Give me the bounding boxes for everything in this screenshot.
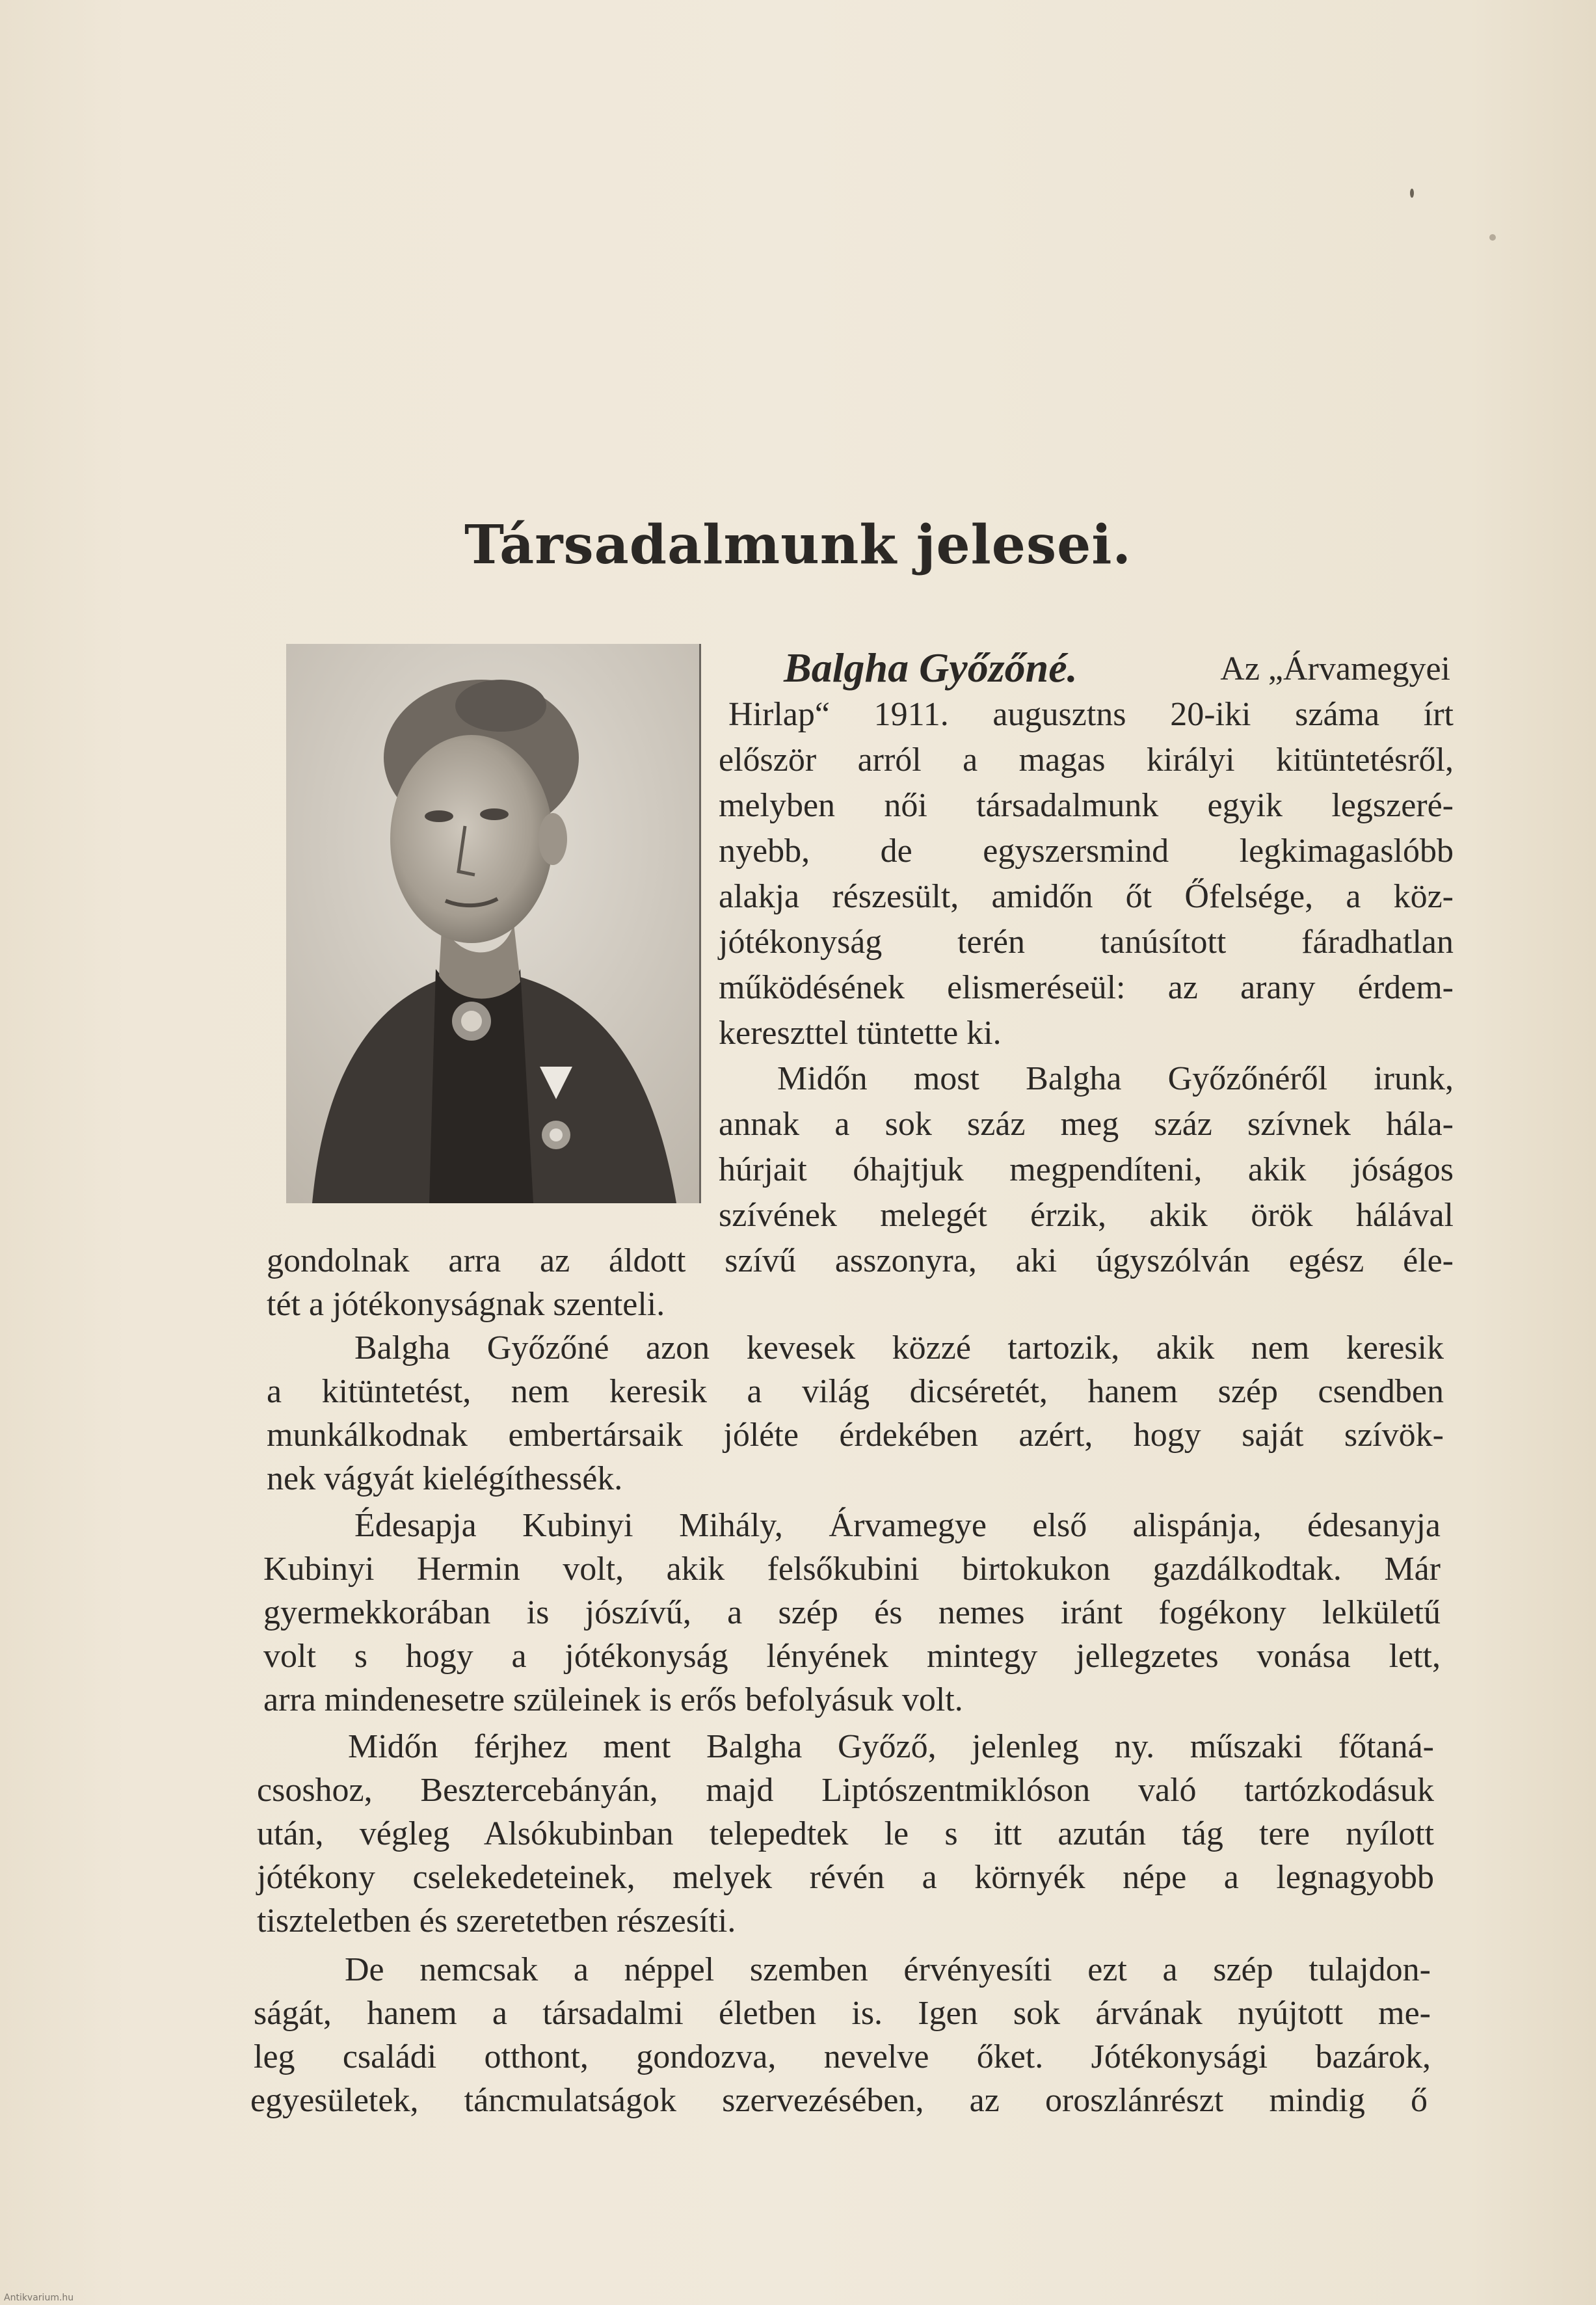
ink-speck [1410, 189, 1414, 198]
text-line: kereszttel tüntette ki. [719, 1015, 1002, 1052]
ink-speck [1489, 234, 1496, 241]
text-line: Az „Árvamegyei [1220, 650, 1450, 687]
text-line: gondolnak arra az áldott szívű asszonyra, aki úgyszólván egész éle- [267, 1242, 1454, 1279]
text-line: melyben női társadalmunk egyik legszeré- [719, 787, 1454, 824]
lead-name: Balgha Győzőné. [784, 645, 1078, 691]
text-line: tiszteletben és szeretetben részesíti. [257, 1902, 736, 1939]
text-line: egyesületek, táncmulatságok szervezésében, az oroszlánrészt mindig ő [250, 2082, 1428, 2119]
text-line: jótékony cselekedeteinek, melyek révén a környék népe a legnagyobb [257, 1859, 1434, 1896]
text-line: Midőn most Balgha Győzőnéről irunk, [777, 1060, 1454, 1097]
text-line: először arról a magas királyi kitüntetésről, [719, 741, 1454, 779]
text-line: Édesapja Kubinyi Mihály, Árvamegye első alispánja, édesanyja [354, 1507, 1441, 1544]
text-line: alakja részesült, amidőn őt Őfelsége, a köz- [719, 878, 1454, 915]
text-line: működésének elismeréseül: az arany érdem- [719, 969, 1454, 1006]
text-line: Balgha Győzőné azon kevesek közzé tartozik, akik nem keresik [354, 1329, 1444, 1366]
text-line: Kubinyi Hermin volt, akik felsőkubini birtokukon gazdálkodtak. Már [263, 1551, 1441, 1588]
portrait-image [286, 644, 699, 1203]
text-line: De nemcsak a néppel szemben érvényesíti ezt a szép tulajdon- [345, 1951, 1431, 1988]
text-line: leg családi otthont, gondozva, nevelve őket. Jótékonysági bazárok, [254, 2038, 1431, 2075]
text-line: Midőn férjhez ment Balgha Győző, jelenleg ny. műszaki főtaná- [348, 1728, 1434, 1765]
text-line: után, végleg Alsókubinban telepedtek le s itt azután tág tere nyílott [257, 1815, 1434, 1852]
text-line: arra mindenesetre szüleinek is erős befolyásuk volt. [263, 1681, 963, 1718]
watermark: Antikvarium.hu [4, 2293, 74, 2303]
text-line: nyebb, de egyszersmind legkimagaslóbb [719, 833, 1454, 870]
text-line: munkálkodnak embertársaik jóléte érdekében azért, hogy saját szívök- [267, 1417, 1444, 1454]
text-line: jótékonyság terén tanúsított fáradhatlan [719, 924, 1454, 961]
page-title: Társadalmunk jelesei. [464, 514, 1132, 576]
text-line: a kitüntetést, nem keresik a világ dicséretét, hanem szép csendben [267, 1373, 1444, 1410]
text-line: ságát, hanem a társadalmi életben is. Igen sok árvának nyújtott me- [254, 1995, 1431, 2032]
text-line: csoshoz, Besztercebányán, majd Liptószentmiklóson való tartózkodásuk [257, 1772, 1434, 1809]
text-line: volt s hogy a jótékonyság lényének mintegy jellegzetes vonása lett, [263, 1638, 1441, 1675]
portrait-photo [286, 644, 701, 1203]
text-line: húrjait óhajtjuk megpendíteni, akik jóságos [719, 1151, 1454, 1188]
text-line: tét a jótékonyságnak szenteli. [267, 1286, 665, 1323]
text-line: gyermekkorában is jószívű, a szép és nemes iránt fogékony lelkületű [263, 1594, 1441, 1631]
text-line: annak a sok száz meg száz szívnek hála- [719, 1106, 1454, 1143]
text-line: nek vágyát kielégíthessék. [267, 1460, 623, 1497]
text-line: szívének melegét érzik, akik örök hálával [719, 1197, 1454, 1234]
text-line: Hirlap“ 1911. augusztns 20-iki száma írt [728, 696, 1454, 733]
